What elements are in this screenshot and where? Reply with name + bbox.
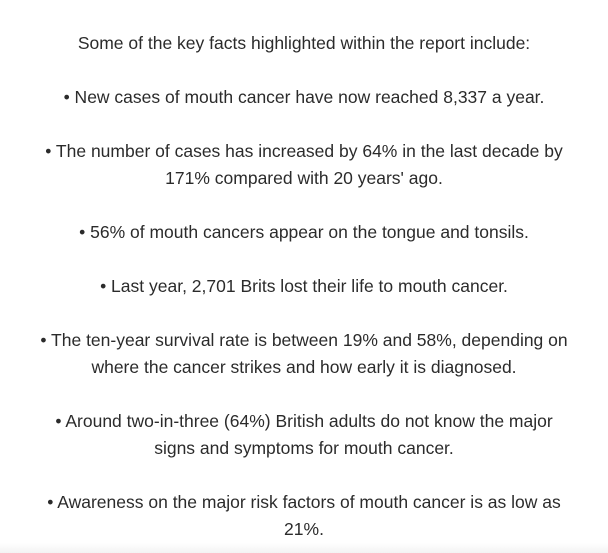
- intro-paragraph: Some of the key facts highlighted within the report include:: [77, 33, 531, 53]
- fact-risk-awareness: • Awareness on the major risk factors of mouth cancer is as low as 21%.: [47, 492, 561, 539]
- fact-symptom-awareness: • Around two-in-three (64%) British adults do not know the major signs and symptoms for mouth cancer.: [55, 411, 553, 458]
- fact-tongue-tonsils: • 56% of mouth cancers appear on the tongue and tonsils.: [79, 222, 529, 242]
- fact-survival-rate: • The ten-year survival rate is between 19% and 58%, depending on where the cancer strikes and how early it is diagnosed.: [40, 330, 568, 377]
- fact-case-increase: • The number of cases has increased by 64% in the last decade by 171% compared with 20 years' ago.: [45, 141, 563, 188]
- fact-new-cases: • New cases of mouth cancer have now reached 8,337 a year.: [63, 87, 545, 107]
- bottom-edge-shade: [0, 543, 608, 553]
- fact-deaths: • Last year, 2,701 Brits lost their life to mouth cancer.: [100, 276, 508, 296]
